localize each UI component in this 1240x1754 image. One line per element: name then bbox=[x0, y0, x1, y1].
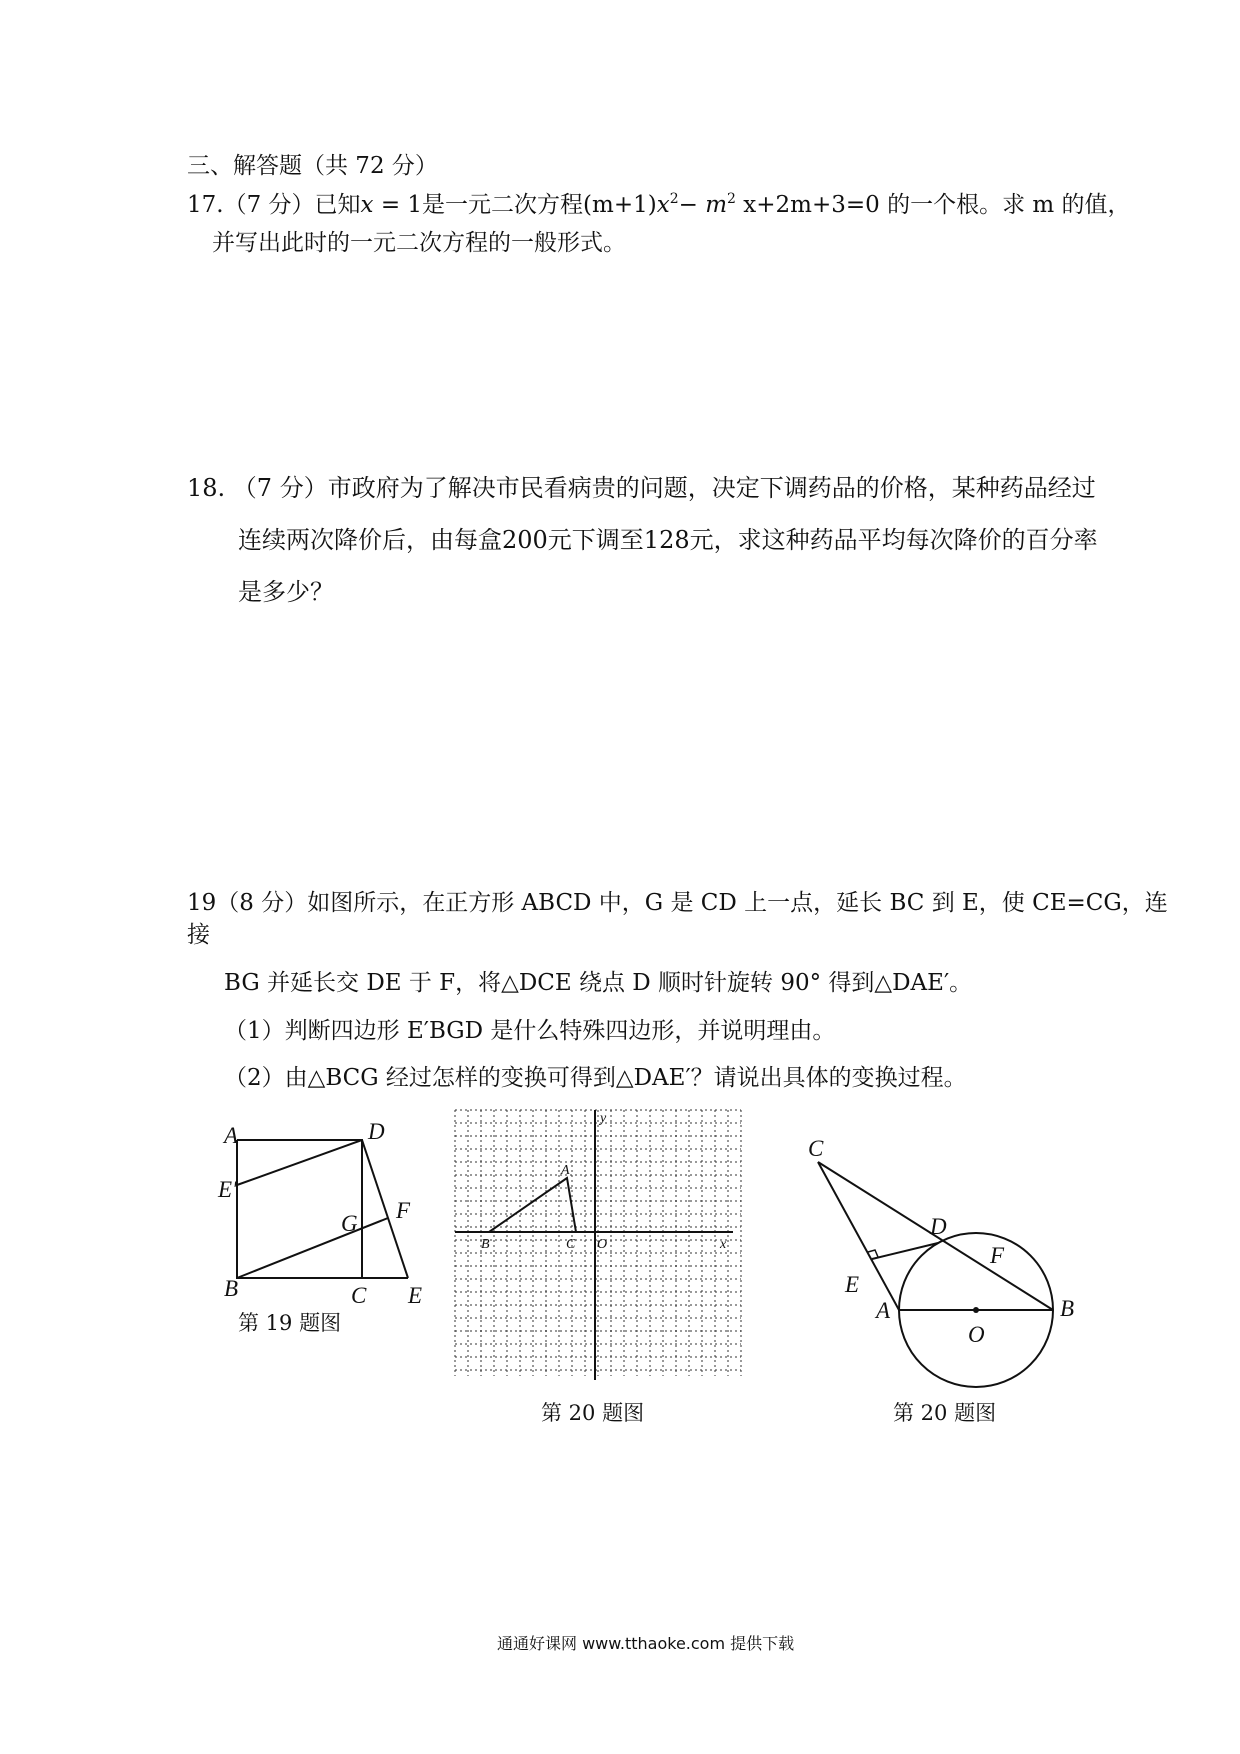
fig19-label-e: E bbox=[408, 1283, 423, 1308]
circle-label-c: C bbox=[808, 1136, 824, 1161]
fig19-label-a: A bbox=[224, 1123, 239, 1148]
figure-20-circle bbox=[790, 1130, 1110, 1390]
segment-bf bbox=[237, 1218, 388, 1278]
circle-label-b: B bbox=[1060, 1296, 1075, 1321]
section-heading: 三、解答题（共 72 分） bbox=[187, 153, 438, 179]
q17-prefix: 17.（7 分）已知 bbox=[187, 192, 361, 218]
figure-20-grid bbox=[455, 1110, 745, 1380]
circle-label-a: A bbox=[876, 1298, 891, 1323]
circle-label-f: F bbox=[990, 1243, 1005, 1268]
grid-label-x: x bbox=[720, 1237, 727, 1252]
q17-tail: x+2m+3=0 的一个根。求 m 的值， bbox=[735, 192, 1131, 218]
center-point-o bbox=[973, 1307, 979, 1313]
q17-line1 bbox=[187, 190, 1131, 220]
circle-label-o: O bbox=[968, 1322, 985, 1347]
q17-x2: x bbox=[656, 192, 670, 218]
q17-line2: 并写出此时的一元二次方程的一般形式。 bbox=[212, 230, 626, 256]
q17-minus: − bbox=[678, 192, 698, 218]
circle-label-e: E bbox=[845, 1272, 860, 1297]
q19-line1: 19（8 分）如图所示，在正方形 ABCD 中，G 是 CD 上一点，延长 BC 到 E，使 CE=CG，连 bbox=[187, 890, 1168, 916]
figure-19 bbox=[210, 1120, 450, 1320]
square-abcd bbox=[237, 1140, 362, 1278]
grid-label-b: B bbox=[481, 1237, 490, 1252]
fig19-label-e-prime: E′ bbox=[218, 1177, 238, 1202]
fig19-label-g: G bbox=[341, 1211, 358, 1236]
q17-x-var: x bbox=[360, 192, 374, 218]
grid-label-a: A bbox=[561, 1163, 570, 1178]
fig19-label-d: D bbox=[368, 1119, 385, 1144]
q19-line2: BG 并延长交 DE 于 F，将△DCE 绕点 D 顺时针旋转 90° 得到△DAE′。 bbox=[224, 970, 973, 996]
fig20a-caption: 第 20 题图 bbox=[541, 1401, 645, 1425]
q19-part2: （2）由△BCG 经过怎样的变换可得到△DAE′？请说出具体的变换过程。 bbox=[224, 1065, 967, 1091]
grid-label-y: y bbox=[600, 1111, 607, 1126]
fig19-label-c: C bbox=[351, 1283, 367, 1308]
fig19-label-f: F bbox=[396, 1198, 411, 1223]
q18-line3: 是多少？ bbox=[238, 578, 334, 606]
grid-label-o: O bbox=[597, 1237, 608, 1252]
q18-line1: 18. （7 分）市政府为了解决市民看病贵的问题，决定下调药品的价格，某种药品经过 bbox=[187, 474, 1096, 502]
fig19-caption: 第 19 题图 bbox=[238, 1311, 342, 1335]
segment-ed bbox=[872, 1243, 938, 1259]
q17-m-sup: 2 bbox=[727, 191, 736, 207]
circle-label-d: D bbox=[930, 1214, 947, 1239]
grid-label-c: C bbox=[566, 1237, 576, 1252]
footer-credit: 通通好课网 www.tthaoke.com 提供下载 bbox=[497, 1634, 795, 1653]
q17-m-var: m bbox=[705, 192, 728, 218]
segment-e-prime-d bbox=[237, 1140, 362, 1185]
q17-eq1: = 1 bbox=[380, 192, 423, 218]
q18-line2: 连续两次降价后，由每盒200元下调至128元，求这种药品平均每次降价的百分率 bbox=[238, 526, 1098, 554]
q19-part1: （1）判断四边形 E′BGD 是什么特殊四边形，并说明理由。 bbox=[224, 1018, 836, 1044]
q17-mid: 是一元二次方程(m+1) bbox=[422, 192, 657, 218]
q19-line1b: 接 bbox=[187, 922, 210, 948]
fig19-label-b: B bbox=[224, 1276, 239, 1301]
fig20b-caption: 第 20 题图 bbox=[893, 1401, 997, 1425]
q17-sup2: 2 bbox=[669, 191, 679, 207]
